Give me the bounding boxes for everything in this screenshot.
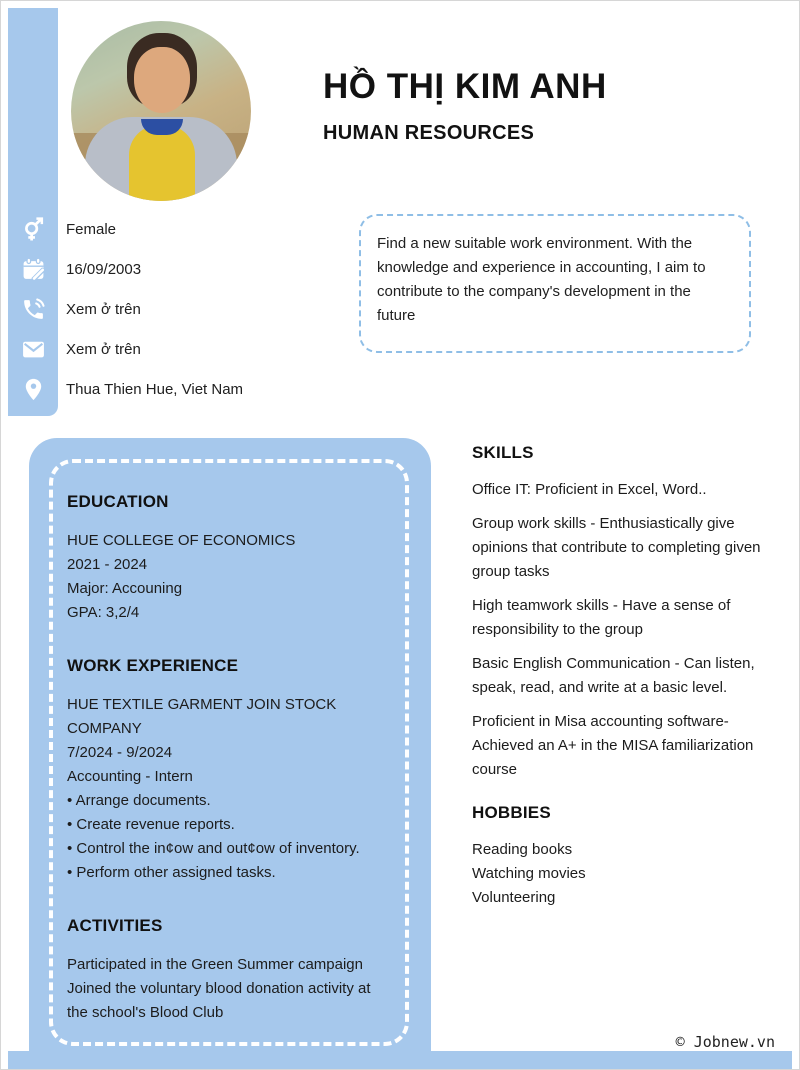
education-section [67, 491, 391, 625]
hobbies-section [472, 802, 768, 910]
work-section [67, 655, 391, 885]
skill-item: Proficient in Misa accounting software- Achieved an A+ in the MISA familiarization course [472, 713, 754, 778]
activity-item: Joined the voluntary blood donation activity at the school's Blood Club [67, 980, 371, 1021]
work-bullet: • Control the in¢ow and out¢ow of inventory. [67, 840, 360, 857]
phone-icon [8, 289, 58, 329]
main-panel [29, 438, 431, 1051]
education-gpa: GPA: 3,2/4 [67, 604, 140, 621]
work-bullet: • Perform other assigned tasks. [67, 864, 276, 881]
contact-row-email [8, 329, 141, 369]
objective-text: Find a new suitable work environment. With the knowledge and experience in accounting, I aim to contribute to the company's development in the future [377, 235, 706, 324]
contact-row-birthdate [8, 249, 141, 289]
photo-shirt [129, 125, 195, 201]
photo-face [134, 47, 190, 113]
birthdate-value: 16/09/2003 [66, 260, 142, 278]
hobbies-heading: HOBBIES [472, 803, 551, 822]
phone-value: Xem ở trên [66, 300, 141, 318]
header [323, 67, 607, 145]
calendar-icon [8, 249, 58, 289]
skills-heading: SKILLS [472, 443, 534, 462]
activities-section [67, 915, 391, 1025]
activity-item: Participated in the Green Summer campaign [67, 956, 363, 973]
watermark-credit: © Jobnew.vn [675, 1033, 775, 1051]
education-years: 2021 - 2024 [67, 556, 148, 573]
objective-box [359, 214, 751, 353]
location-value: Thua Thien Hue, Viet Nam [66, 380, 244, 398]
contact-row-location [8, 369, 243, 409]
education-major: Major: Accouning [67, 580, 183, 597]
email-value: Xem ở trên [66, 340, 141, 358]
gender-value: Female [66, 220, 117, 238]
gender-icon [8, 209, 58, 249]
work-bullet: • Create revenue reports. [67, 816, 235, 833]
work-role: Accounting - Intern [67, 768, 193, 785]
contact-row-phone [8, 289, 141, 329]
right-column [472, 438, 768, 910]
skill-item: Basic English Communication - Can listen, speak, read, and write at a basic level. [472, 655, 755, 696]
hobby-item: Reading books [472, 841, 573, 858]
job-title: HUMAN RESOURCES [323, 122, 535, 144]
skill-item: High teamwork skills - Have a sense of responsibility to the group [472, 597, 731, 638]
contact-row-gender [8, 209, 116, 249]
footer-bar [8, 1051, 792, 1069]
main-panel-dashed-frame [49, 459, 409, 1046]
work-heading: WORK EXPERIENCE [67, 656, 239, 675]
work-period: 7/2024 - 9/2024 [67, 744, 173, 761]
hobby-item: Volunteering [472, 889, 556, 906]
candidate-name: HỒ THỊ KIM ANH [323, 67, 607, 106]
education-heading: EDUCATION [67, 492, 169, 511]
education-school: HUE COLLEGE OF ECONOMICS [67, 532, 296, 549]
activities-heading: ACTIVITIES [67, 916, 163, 935]
profile-photo [71, 21, 251, 201]
location-icon [8, 369, 58, 409]
work-bullet: • Arrange documents. [67, 792, 211, 809]
email-icon [8, 329, 58, 369]
work-company: HUE TEXTILE GARMENT JOIN STOCK COMPANY [67, 696, 337, 737]
hobby-item: Watching movies [472, 865, 586, 882]
skill-item: Office IT: Proficient in Excel, Word.. [472, 481, 707, 498]
skill-item: Group work skills - Enthusiastically give opinions that contribute to completing given group tasks [472, 515, 761, 580]
